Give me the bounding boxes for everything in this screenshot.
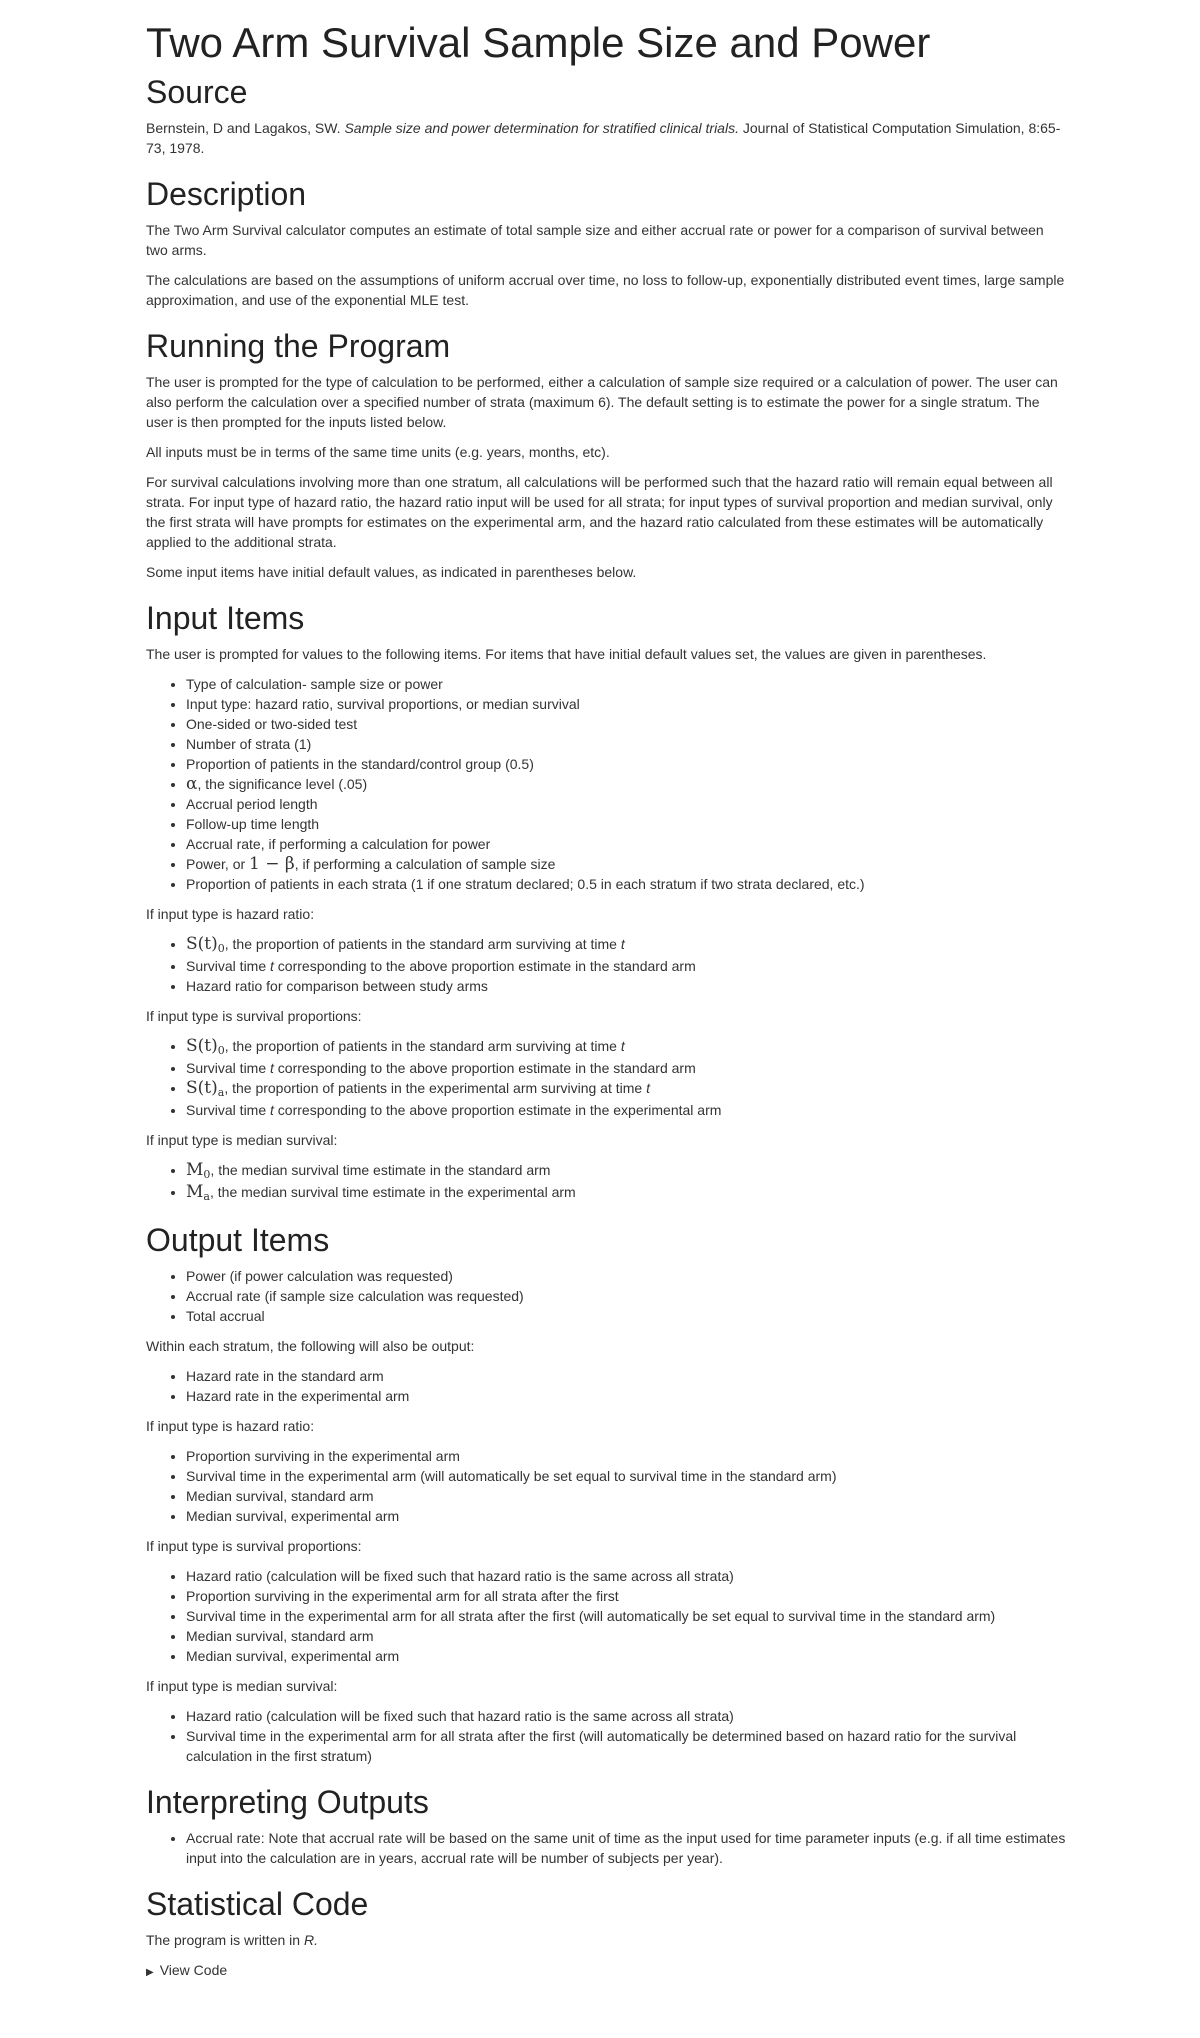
output-list	[146, 1266, 1066, 1326]
list-item: • Type of calculation- sample size or power	[186, 674, 1066, 694]
running-paragraph: Some input items have initial default values, as indicated in parentheses below.	[146, 564, 637, 580]
list-item: • Survival time t corresponding to the above proportion estimate in the experimental arm	[186, 1100, 1066, 1120]
list-item: • Power, or 1 − β, if performing a calculation of sample size	[186, 854, 1066, 874]
running-paragraph: The user is prompted for the type of calculation to be performed, either a calculation of sample size required or a calculation of power. The user can also perform the calculation over a specified number of strata (maximum 6). The default setting is to estimate the power for a single stratum. The user is then prompted for the inputs listed below.	[146, 374, 1058, 430]
output-items-section	[146, 1220, 1066, 1766]
ms-label: If input type is median survival:	[146, 1132, 338, 1148]
list-item: • Median survival, standard arm	[186, 1486, 1066, 1506]
sp-label: If input type is survival proportions:	[146, 1008, 362, 1024]
list-item: • Total accrual	[186, 1306, 1066, 1326]
input-items-heading: Input Items	[146, 600, 305, 636]
ms-input-list	[146, 1160, 1066, 1204]
description-paragraph: The Two Arm Survival calculator computes an estimate of total sample size and either accrual rate or power for a comparison of survival between two arms.	[146, 222, 1044, 258]
output-sp-list	[146, 1566, 1066, 1666]
output-ms-list	[146, 1706, 1066, 1766]
code-heading: Statistical Code	[146, 1886, 369, 1922]
running-section	[146, 326, 1066, 582]
output-ms-label: If input type is median survival:	[146, 1678, 338, 1694]
list-item: • $M_a$, the median survival time estimate in the experimental arm	[186, 1182, 1066, 1204]
description-section	[146, 174, 1066, 310]
list-item: • Accrual period length	[186, 794, 1066, 814]
list-item: • Number of strata (1)	[186, 734, 1066, 754]
list-item: • Hazard ratio for comparison between study arms	[186, 976, 1066, 996]
code-language: R.	[303, 1932, 318, 1948]
running-paragraph: All inputs must be in terms of the same time units (e.g. years, months, etc).	[146, 444, 610, 460]
list-item: • Accrual rate, if performing a calculation for power	[186, 834, 1066, 854]
citation-title: Sample size and power determination for stratified clinical trials.	[344, 120, 739, 136]
source-citation: Bernstein, D and Lagakos, SW. Sample size and power determination for stratified clinical trials. Journal of Statistical Computation Simulation, 8:65-73, 1978.	[146, 120, 1061, 156]
source-section	[146, 72, 1066, 158]
list-item: • Power (if power calculation was requested)	[186, 1266, 1066, 1286]
power-symbol: 1 − β	[249, 854, 295, 874]
list-item: • Hazard rate in the standard arm	[186, 1366, 1066, 1386]
list-item: • Accrual rate (if sample size calculation was requested)	[186, 1286, 1066, 1306]
list-item: • Hazard ratio (calculation will be fixed such that hazard ratio is the same across all strata)	[186, 1566, 1066, 1586]
input-list	[146, 674, 1066, 894]
list-item: • Median survival, standard arm	[186, 1626, 1066, 1646]
code-section	[146, 1884, 1066, 1983]
running-heading: Running the Program	[146, 328, 451, 364]
list-item: • Survival time in the experimental arm for all strata after the first (will automatically be determined based on hazard ratio for the survival calculation in the first stratum)	[186, 1726, 1066, 1766]
list-item: • Proportion of patients in the standard/control group (0.5)	[186, 754, 1066, 774]
list-item: • Hazard ratio (calculation will be fixed such that hazard ratio is the same across all strata)	[186, 1706, 1066, 1726]
list-item: • $M_0$, the median survival time estimate in the standard arm	[186, 1160, 1066, 1182]
input-items-section	[146, 598, 1066, 1204]
interpreting-heading: Interpreting Outputs	[146, 1784, 429, 1820]
list-item: • α, the significance level (.05)	[186, 774, 1066, 794]
view-code-toggle[interactable]	[146, 1960, 1066, 1983]
code-text: The program is written in R.	[146, 1932, 318, 1948]
list-item: • Survival time in the experimental arm for all strata after the first (will automatically be set equal to survival time in the standard arm)	[186, 1606, 1066, 1626]
list-item: • One-sided or two-sided test	[186, 714, 1066, 734]
description-heading: Description	[146, 176, 307, 212]
list-item: • Survival time t corresponding to the above proportion estimate in the standard arm	[186, 956, 1066, 976]
list-item: • Proportion surviving in the experimental arm	[186, 1446, 1066, 1466]
output-hr-list	[146, 1446, 1066, 1526]
list-item: • $S(t)_a$, the proportion of patients in the experimental arm surviving at time t	[186, 1078, 1066, 1100]
alpha-symbol: α	[186, 774, 198, 794]
interpreting-section	[146, 1782, 1066, 1868]
output-items-heading: Output Items	[146, 1222, 330, 1258]
stratum-list	[146, 1366, 1066, 1406]
list-item: • Proportion surviving in the experimental arm for all strata after the first	[186, 1586, 1066, 1606]
list-item: • Median survival, experimental arm	[186, 1646, 1066, 1666]
list-item: • Follow-up time length	[186, 814, 1066, 834]
hr-label: If input type is hazard ratio:	[146, 906, 315, 922]
list-item: • Input type: hazard ratio, survival proportions, or median survival	[186, 694, 1066, 714]
list-item: • Survival time t corresponding to the above proportion estimate in the standard arm	[186, 1058, 1066, 1078]
view-code-label: View Code	[159, 1962, 228, 1978]
disclosure-triangle-icon: ▶	[146, 1967, 154, 1978]
output-hr-label: If input type is hazard ratio:	[146, 1418, 315, 1434]
input-intro: The user is prompted for values to the following items. For items that have initial default values set, the values are given in parentheses.	[146, 646, 987, 662]
list-item: • $S(t)_0$, the proportion of patients in the standard arm surviving at time t	[186, 1036, 1066, 1058]
list-item: • Survival time in the experimental arm (will automatically be set equal to survival time in the standard arm)	[186, 1466, 1066, 1486]
hr-input-list	[146, 934, 1066, 996]
stratum-label: Within each stratum, the following will also be output:	[146, 1338, 475, 1354]
list-item: • Median survival, experimental arm	[186, 1506, 1066, 1526]
interpreting-list	[146, 1828, 1066, 1868]
page-title: Two Arm Survival Sample Size and Power	[146, 19, 931, 66]
list-item: • Accrual rate: Note that accrual rate will be based on the same unit of time as the input used for time parameter inputs (e.g. if all time estimates input into the calculation are in years, accrual rate will be number of subjects per year).	[186, 1828, 1066, 1868]
source-heading: Source	[146, 74, 248, 110]
list-item: • Hazard rate in the experimental arm	[186, 1386, 1066, 1406]
description-paragraph: The calculations are based on the assumptions of uniform accrual over time, no loss to follow-up, exponentially distributed event times, large sample approximation, and use of the exponential MLE test.	[146, 272, 1065, 308]
document	[0, 18, 1066, 1983]
list-item: • $S(t)_0$, the proportion of patients in the standard arm surviving at time t	[186, 934, 1066, 956]
list-item: • Proportion of patients in each strata (1 if one stratum declared; 0.5 in each stratum if two strata declared, etc.)	[186, 874, 1066, 894]
sp-input-list	[146, 1036, 1066, 1120]
output-sp-label: If input type is survival proportions:	[146, 1538, 362, 1554]
running-paragraph: For survival calculations involving more than one stratum, all calculations will be performed such that the hazard ratio will remain equal between all strata. For input type of hazard ratio, the hazard ratio input will be used for all strata; for input types of survival proportion and median survival, only the first strata will have prompts for estimates on the experimental arm, and the hazard ratio calculated from these estimates will be automatically applied to the additional strata.	[146, 474, 1053, 550]
